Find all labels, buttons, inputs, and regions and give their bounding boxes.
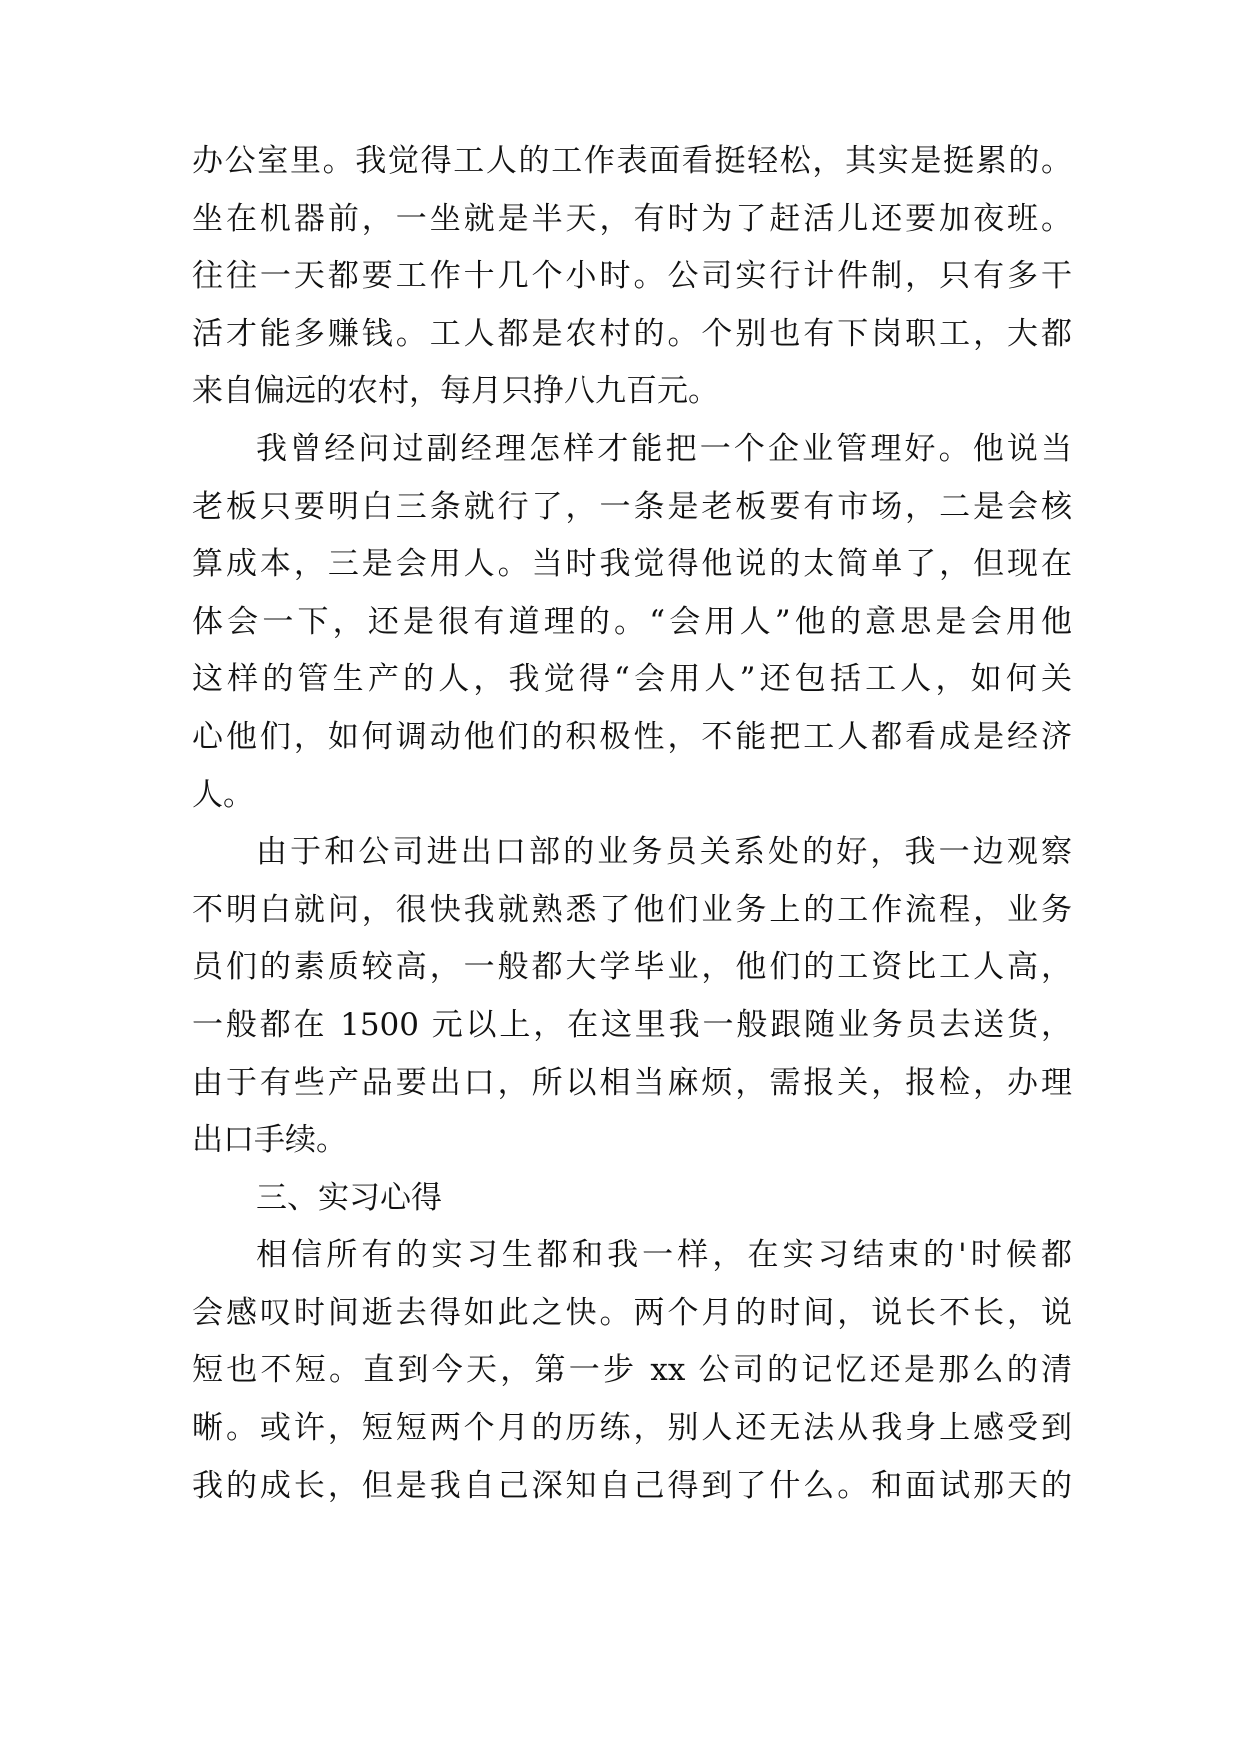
paragraph-first-line: 由于和公司进出口部的业务员关系处的好，我一边观察 [256, 834, 1072, 871]
text-line: 短也不短。直到今天，第一步 xx 公司的记忆还是那么的清 [192, 1352, 1072, 1389]
paragraph-first-line: 相信所有的实习生都和我一样，在实习结束的'时候都 [256, 1237, 1072, 1274]
text-line: 不明白就问，很快我就熟悉了他们业务上的工作流程，业务 [192, 891, 1072, 928]
text-line: 晰。或许，短短两个月的历练，别人还无法从我身上感受到 [192, 1410, 1072, 1447]
text-line: 这样的管生产的人，我觉得“会用人”还包括工人，如何关 [192, 661, 1072, 698]
text-line: 一般都在 1500 元以上，在这里我一般跟随业务员去送货， [192, 1006, 1072, 1043]
text-line: 体会一下，还是很有道理的。“会用人”他的意思是会用他 [192, 603, 1072, 640]
paragraph-first-line: 我曾经问过副经理怎样才能把一个企业管理好。他说当 [256, 430, 1072, 467]
text-line: 算成本，三是会用人。当时我觉得他说的太简单了，但现在 [192, 546, 1072, 583]
text-line: 我的成长，但是我自己深知自己得到了什么。和面试那天的 [192, 1467, 1072, 1504]
text-line: 心他们，如何调动他们的积极性，不能把工人都看成是经济 [192, 718, 1072, 755]
text-line: 来自偏远的农村，每月只挣八九百元。 [192, 373, 719, 410]
text-line: 员们的素质较高，一般都大学毕业，他们的工资比工人高， [192, 949, 1072, 986]
text-line: 活才能多赚钱。工人都是农村的。个别也有下岗职工，大都 [192, 315, 1072, 352]
text-line: 由于有些产品要出口，所以相当麻烦，需报关，报检，办理 [192, 1064, 1072, 1101]
section-heading: 三、实习心得 [256, 1179, 442, 1216]
text-line: 老板只要明白三条就行了，一条是老板要有市场，二是会核 [192, 488, 1072, 525]
text-line: 往往一天都要工作十几个小时。公司实行计件制，只有多干 [192, 258, 1072, 295]
body-text [192, 133, 1072, 1515]
text-line: 出口手续。 [192, 1122, 347, 1159]
text-line: 会感叹时间逝去得如此之快。两个月的时间，说长不长，说 [192, 1294, 1072, 1331]
text-line: 办公室里。我觉得工人的工作表面看挺轻松，其实是挺累的。 [192, 143, 1072, 179]
text-line: 人。 [192, 776, 254, 813]
text-line: 坐在机器前，一坐就是半天，有时为了赶活儿还要加夜班。 [192, 200, 1072, 237]
